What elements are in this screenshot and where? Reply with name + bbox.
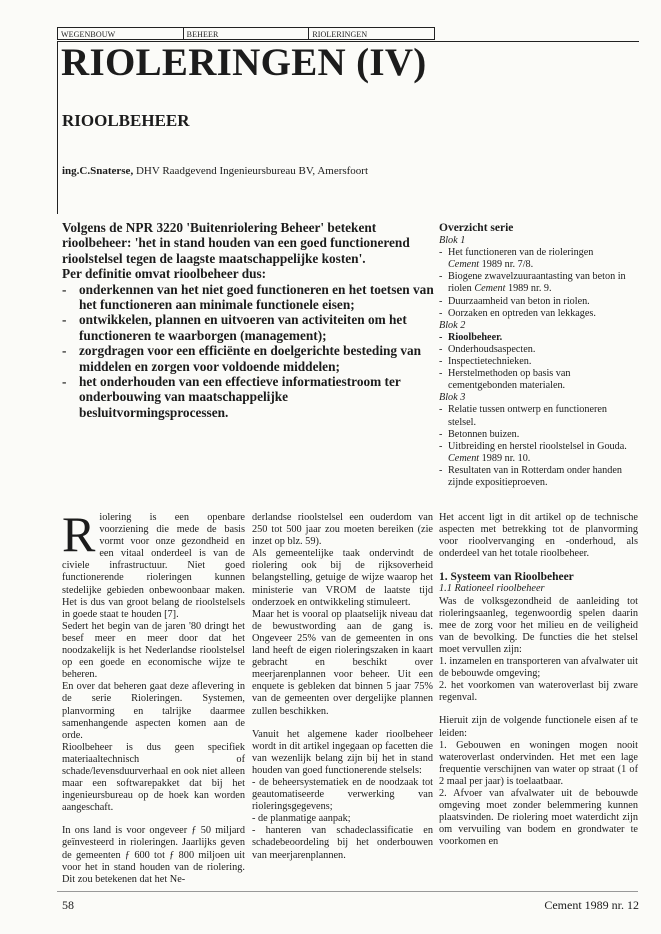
section-subheading: 1.1 Rationeel rioolbeheer [439,583,545,595]
journal-reference: Cement 1989 nr. 12 [544,898,639,912]
body-column-2 [252,512,433,862]
page-title: RIOLERINGEN (IV) [61,41,427,84]
intro-lead: Per definitie omvat rioolbeheer dus: [62,266,267,282]
series-overview [439,222,637,489]
series-item: - Duurzaamheid van beton in riolen. [439,296,637,308]
intro-list-item: - onderkennen van het niet goed functioneren en het toetsen van het functioneren aan minimale functionele eisen; [62,282,434,313]
series-item: - Betonnen buizen. [439,429,637,441]
body-paragraph: Was de volksgezondheid de aanleiding tot rioleringsaanleg, tegenwoordig spelen daarin mee de zorg voor het milieu en de veiligheid van de bevolking. De functies die het stelsel moet vervullen zijn: [439,595,638,655]
byline [62,165,368,177]
section-heading: 1. Systeem van Rioolbeheer [439,571,574,584]
body-paragraph: Rioolbeheer is dus geen specifiek materiaaltechnisch of schade/levensduurverhaal en ook niet alleen maar een softwarepakket dat bij het ingenieursbureau op de hoek kan worden aangeschaft. [62,741,245,814]
body-paragraph: derlandse rioolstelsel een ouderdom van 250 tot 500 jaar zou moeten bereiken (zie inzet op blz. 59). [252,512,433,548]
body-list-item: 1. inzamelen en transporteren van afvalwater uit de bebouwde omgeving; [439,656,638,680]
series-item: - Resultaten van in Rotterdam onder handen zijnde expositieproeven. [439,465,637,489]
body-column-1 [62,506,245,886]
intro-list-item: - ontwikkelen, plannen en uitvoeren van activiteiten om het functioneren te waarborgen (management); [62,312,434,343]
series-item: - Uitbreiding en herstel rioolstelsel in Gouda. Cement 1989 nr. 10. [439,441,637,465]
section-tabs [57,27,435,40]
body-list-item: - de beheersystematiek en de noodzaak tot geautomatiseerde verwerking van rioleringsgegevens; [252,776,433,813]
series-item: - Relatie tussen ontwerp en functioneren stelsel. [439,404,637,428]
page-number: 58 [62,898,74,912]
body-list-item: - hanteren van schadeclassificatie en schadebeoordeling bij het onderbouwen van meerjarenplannen. [252,825,433,861]
body-paragraph: Sedert het begin van de jaren '80 dringt het besef meer en meer door dat het noodzakelijk is het Nederlandse rioolstelsel op een goede en economische wijze te beheren. [62,620,245,681]
series-item: - Oorzaken en optreden van lekkages. [439,308,637,320]
intro-list [62,282,434,421]
intro-definition: Volgens de NPR 3220 'Buitenriolering Beheer' betekent rioolbeheer: 'het in stand houden van een goed functionerend rioolstelsel tegen de laagste maatschappelijke kosten'. [62,220,410,266]
tab-wegenbouw: WEGENBOUW [58,28,184,39]
body-paragraph: Maar het is vooral op plaatselijk niveau dat de bewustwording aan de gang is. Ongeveer 25% van de gemeenten in ons land heeft de eigen rioleringszaken in kaart gebracht en beschikt over meerjarenplannen voor beheer. Uit een enquete is gebleken dat binnen 5 jaar 75% van de gemeenten over dergelijke plannen zullen beschikken. [252,608,433,717]
body-list-item: 2. Afvoer van afvalwater uit de bebouwde omgeving moet zonder belemmering kunnen plaatsvinden. De riolering moet waterdicht zijn om vervuiling van bodem en grondwater te voorkomen en [439,787,638,848]
body-paragraph: Het accent ligt in dit artikel op de technische aspecten met betrekking tot de planvorming voor rioolvervanging en -onderhoud, als onderdeel van het totale rioolbeheer. [439,512,638,560]
series-item: - Onderhoudsaspecten. [439,344,637,356]
footer-rule [57,891,638,892]
page-subtitle: RIOOLBEHEER [62,111,190,130]
body-column-3 [439,512,638,848]
body-list-item: - de planmatige aanpak; [252,813,351,825]
body-paragraph: En over dat beheren gaat deze aflevering in de serie Rioleringen. Systemen, planvorming en talrijke daarmee samenhangende aspecten komen aan de orde. [62,681,245,741]
series-item: - Inspectietechnieken. [439,356,637,368]
body-paragraph: Hieruit zijn de volgende functionele eisen af te leiden: [439,715,638,739]
series-item: - Het functioneren van de rioleringen Cement 1989 nr. 7/8. [439,247,637,271]
author-affiliation: DHV Raadgevend Ingenieursbureau BV, Amersfoort [133,165,369,177]
intro-list-item: - zorgdragen voor een efficiënte en doelgerichte besteding van middelen en zorgen voor voldoende middelen; [62,343,434,374]
body-paragraph: Vanuit het algemene kader rioolbeheer wordt in dit artikel ingegaan op facetten die van wezenlijk belang zijn bij het in stand houden van goed functionerende stelsels: [252,728,433,776]
blok-label: Blok 3 [439,392,466,404]
tab-rioleringen: RIOLERINGEN [312,30,368,39]
frame-left-rule [57,41,58,214]
body-paragraph: In ons land is voor ongeveer ƒ 50 miljard geïnvesteerd in rioleringen. Jaarlijks geven de gemeenten ƒ 600 tot ƒ 800 miljoen uit voor het in stand houden van de riolering. Dit zou betekenen dat het Ne- [62,825,245,885]
drop-cap: R [62,506,96,562]
series-overview-title: Overzicht serie [439,222,514,234]
intro-block [62,220,434,420]
body-list-item: 2. het voorkomen van wateroverlast bij zware regenval. [439,680,638,704]
blok-label: Blok 2 [439,319,466,331]
blok-label: Blok 1 [439,235,466,247]
author-name: ing.C.Snaterse, [62,165,134,177]
body-paragraph: Riolering is een openbare voorziening die mede de basis vormt voor onze gezondheid en een vitaal onderdeel is van de civiele infrastructuur. Niet goed functionerende rioleringen kunnen stedelijke gebieden onbewoonbaar maken. Het is dus van groot belang de rioolstelsels in goede staat te houden [7]. [62,506,245,620]
series-item-current: - Rioolbeheer. [439,332,637,344]
body-list-item: 1. Gebouwen en woningen mogen nooit wateroverlast ondervinden. Het met een lage frequentie verschijnen van water op straat (1 of 2 maal per jaar) is toelaatbaar. [439,739,638,787]
tab-beheer: BEHEER [184,28,310,39]
body-paragraph: Als gemeentelijke taak ondervindt de riolering ook bij de rijksoverheid belangstelling, getuige de wijze waarop het ministerie van VROM de laatste tijd onderzoek en ontwikkeling stimuleert. [252,548,433,608]
series-item: - Herstelmethoden op basis van cementgebonden materialen. [439,368,637,392]
intro-list-item: - het onderhouden van een effectieve informatiestroom ter onderbouwing van maatschappelijke besluitvormingsprocessen. [62,374,434,420]
series-item: - Biogene zwavelzuuraantasting van beton in riolen Cement 1989 nr. 9. [439,271,637,295]
